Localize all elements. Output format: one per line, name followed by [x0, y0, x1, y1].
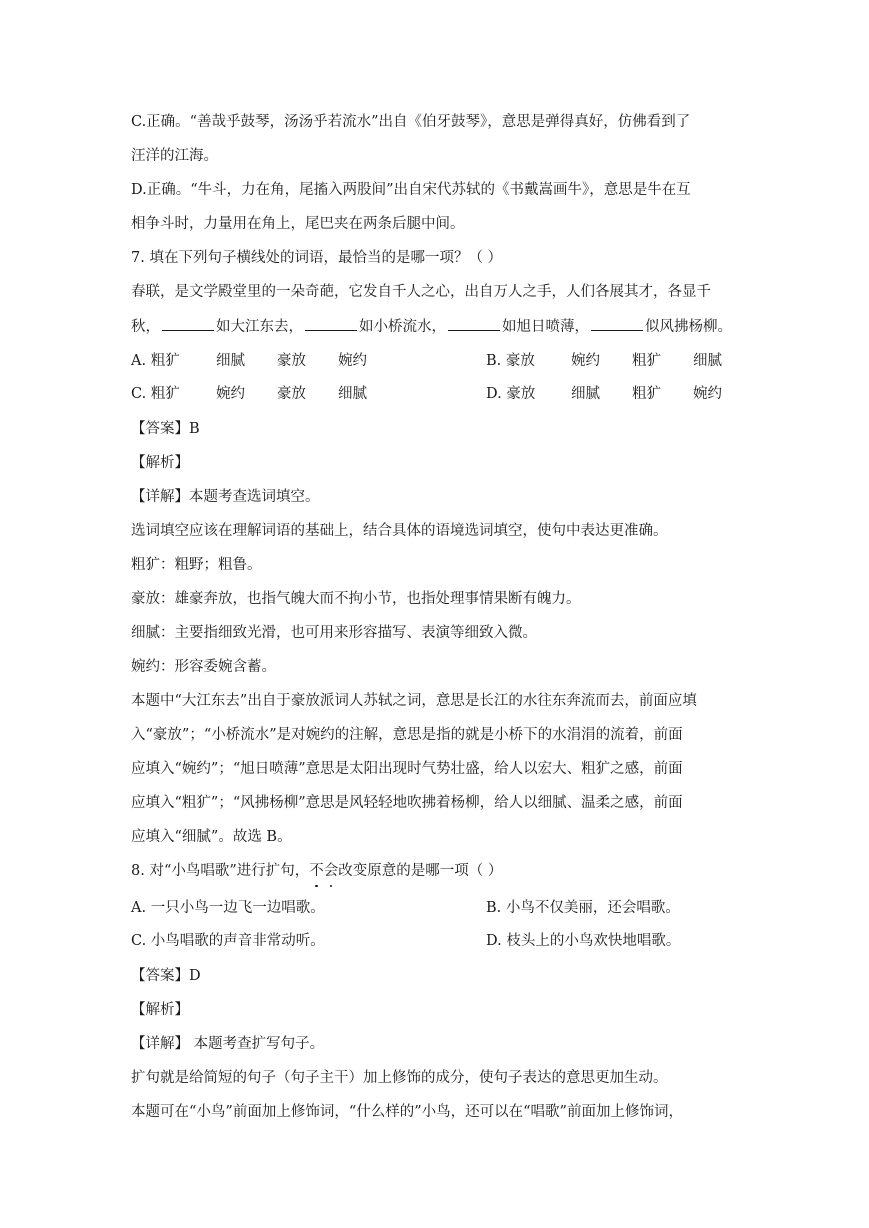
option-word: 婉约 [571, 353, 600, 369]
option-d-explanation: D.正确。“牛斗，力在角，尾搐入两股间”出自宋代苏轼的《书戴嵩画牛》，意思是牛在互 [131, 182, 691, 198]
question-8-detail: 【详解】 本题考查扩写句子。 [131, 1036, 325, 1052]
question-7-explanation: 入“豪放”；“小桥流水”是对婉约的注解，意思是指的就是小桥下的水涓涓的流着，前面 [131, 727, 683, 743]
option-word: 细腻 [338, 386, 367, 402]
question-7-explanation: 应填入“婉约”；“旭日喷薄”意思是太阳出现时气势壮盛，给人以宏大、粗犷之感，前面 [131, 761, 683, 777]
passage-text: 如小桥流水， [359, 319, 446, 335]
question-7-stem: 7. 填在下列句子横线处的词语，最恰当的是哪一项？（ ） [131, 250, 503, 266]
option-word: C. 粗犷 [131, 386, 180, 402]
option-word: A. 粗犷 [131, 353, 180, 369]
option-word: 细腻 [693, 353, 722, 369]
question-7-explanation: 选词填空应该在理解词语的基础上，结合具体的语境选词填空，使句中表达更准确。 [131, 523, 668, 539]
option-word: 细腻 [571, 386, 600, 402]
option-word: 细腻 [216, 353, 245, 369]
question-8-option-b: B. 小鸟不仅美丽，还会唱歌。 [486, 900, 680, 916]
question-7-explanation: 细腻：主要指细致光滑，也可用来形容描写、表演等细致入微。 [131, 625, 537, 641]
question-7-explanation: 婉约：形容委婉含蓄。 [131, 659, 276, 675]
question-7-passage-line1: 春联，是文学殿堂里的一朵奇葩，它发自千人之心，出自万人之手，人们各展其才，各显千 [131, 284, 711, 300]
option-word: 婉约 [216, 386, 245, 402]
question-7-explanation: 豪放：雄豪奔放，也指气魄大而不拘小节，也指处理事情果断有魄力。 [131, 591, 581, 607]
passage-text: 秋， [131, 319, 160, 335]
passage-text: 如旭日喷薄， [502, 319, 589, 335]
fill-blank [591, 316, 643, 331]
question-7-explanation: 应填入“粗犷”；“风拂杨柳”意思是风轻轻地吹拂着杨柳，给人以细腻、温柔之感，前面 [131, 795, 683, 811]
option-word: D. 豪放 [486, 386, 536, 402]
question-8-option-a: A. 一只小鸟一边飞一边唱歌。 [131, 900, 325, 916]
question-7-detail: 【详解】本题考查选词填空。 [131, 489, 320, 505]
question-8-explanation: 扩句就是给简短的句子（句子主干）加上修饰的成分，使句子表达的意思更加生动。 [131, 1070, 668, 1086]
option-word: 豪放 [277, 386, 306, 402]
question-7-explanation: 粗犷：粗野；粗鲁。 [131, 557, 262, 573]
question-8-stem [131, 861, 502, 881]
fill-blank [162, 316, 214, 331]
option-d-explanation-cont: 相争斗时，力量用在角上，尾巴夹在两条后腿中间。 [131, 216, 465, 232]
question-8-answer: 【答案】D [131, 968, 201, 984]
option-word: 豪放 [277, 353, 306, 369]
option-c-explanation: C.正确。“善哉乎鼓琴，汤汤乎若流水”出自《伯牙鼓琴》，意思是弹得真好，仿佛看到了 [131, 114, 691, 130]
question-7-explanation: 应填入“细腻”。故选 B。 [131, 829, 292, 845]
fill-blank [305, 316, 357, 331]
question-7-passage-line2 [131, 316, 732, 337]
question-8-option-c: C. 小鸟唱歌的声音非常动听。 [131, 933, 325, 949]
option-word: 粗犷 [632, 386, 661, 402]
fill-blank [448, 316, 500, 331]
question-8-analysis-heading: 【解析】 [131, 1002, 189, 1018]
question-7-analysis-heading: 【解析】 [131, 455, 189, 471]
stem-text: 改变原意的是哪一项（ ） [338, 863, 503, 879]
passage-text: 似风拂杨柳。 [645, 319, 732, 335]
emphasis-dot-char: 不 [309, 863, 324, 879]
passage-text: 如大江东去， [216, 319, 303, 335]
question-7-answer: 【答案】B [131, 421, 200, 437]
stem-text: 8. 对“小鸟唱歌”进行扩句， [131, 863, 310, 879]
question-8-explanation: 本题可在“小鸟”前面加上修饰词，“什么样的”小鸟，还可以在“唱歌”前面加上修饰词， [131, 1104, 683, 1120]
option-word: 婉约 [693, 386, 722, 402]
question-7-explanation: 本题中“大江东去”出自于豪放派词人苏轼之词，意思是长江的水往东奔流而去，前面应填 [131, 693, 697, 709]
option-c-explanation-cont: 汪洋的江海。 [131, 148, 218, 164]
question-8-option-d: D. 枝头上的小鸟欢快地唱歌。 [486, 933, 681, 949]
option-word: B. 豪放 [486, 353, 535, 369]
option-word: 婉约 [338, 353, 367, 369]
option-word: 粗犷 [632, 353, 661, 369]
emphasis-dot-char: 会 [323, 863, 339, 879]
